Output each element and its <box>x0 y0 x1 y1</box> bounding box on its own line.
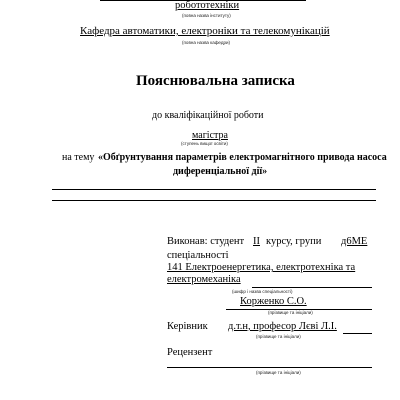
topic-blank-line-2 <box>52 200 376 201</box>
reviewer-caption: (прізвище та ініціали) <box>256 370 301 375</box>
department-caption: (повна назва кафедри) <box>182 40 230 45</box>
specialty-caption: (шифр і назва спеціальності) <box>232 289 293 294</box>
supervisor-caption: (прізвище та ініціали) <box>256 334 301 339</box>
topic-blank-line-1 <box>52 189 376 190</box>
performer-group: д6МЕ <box>341 236 368 247</box>
specialty-line2: електромеханіка <box>167 274 241 285</box>
performer-label: Виконав: студент <box>167 236 245 247</box>
specialty-line2-extension <box>252 287 372 288</box>
specialty-line1: 141 Електроенергетика, електротехніка та <box>167 262 356 273</box>
performer-course-suffix: курсу, групи <box>266 236 322 247</box>
supervisor-name: д.т.н, професор Лєві Л.І. <box>228 321 337 332</box>
reviewer-blank-line <box>167 367 372 368</box>
performer-name: Корженко С.О. <box>240 296 307 307</box>
institute-caption: (повна назва інституту) <box>182 13 231 18</box>
degree-caption: (ступень вищої освіти) <box>181 141 228 146</box>
document-title: Пояснювальна записка <box>136 73 295 89</box>
institute-name: робототехніки <box>175 0 240 11</box>
topic-text-line1: «Обґрунтування параметрів електромагнітного привода насоса <box>98 152 387 163</box>
performer-course: II <box>253 236 260 247</box>
topic-text-line2: диференціальної дії» <box>173 166 268 177</box>
topic-prefix: на тему <box>62 152 95 163</box>
supervisor-label: Керівник <box>167 321 208 332</box>
supervisor-name-line-extension <box>343 333 372 334</box>
performer-name-caption: (прізвище та ініціали) <box>268 310 313 315</box>
specialty-label: спеціальності <box>167 250 229 261</box>
department-name: Кафедра автоматики, електроніки та телекомунікацій <box>80 25 330 37</box>
degree-name: магістра <box>192 130 228 141</box>
document-purpose: до кваліфікаційної роботи <box>152 110 264 121</box>
reviewer-label: Рецензент <box>167 347 213 358</box>
